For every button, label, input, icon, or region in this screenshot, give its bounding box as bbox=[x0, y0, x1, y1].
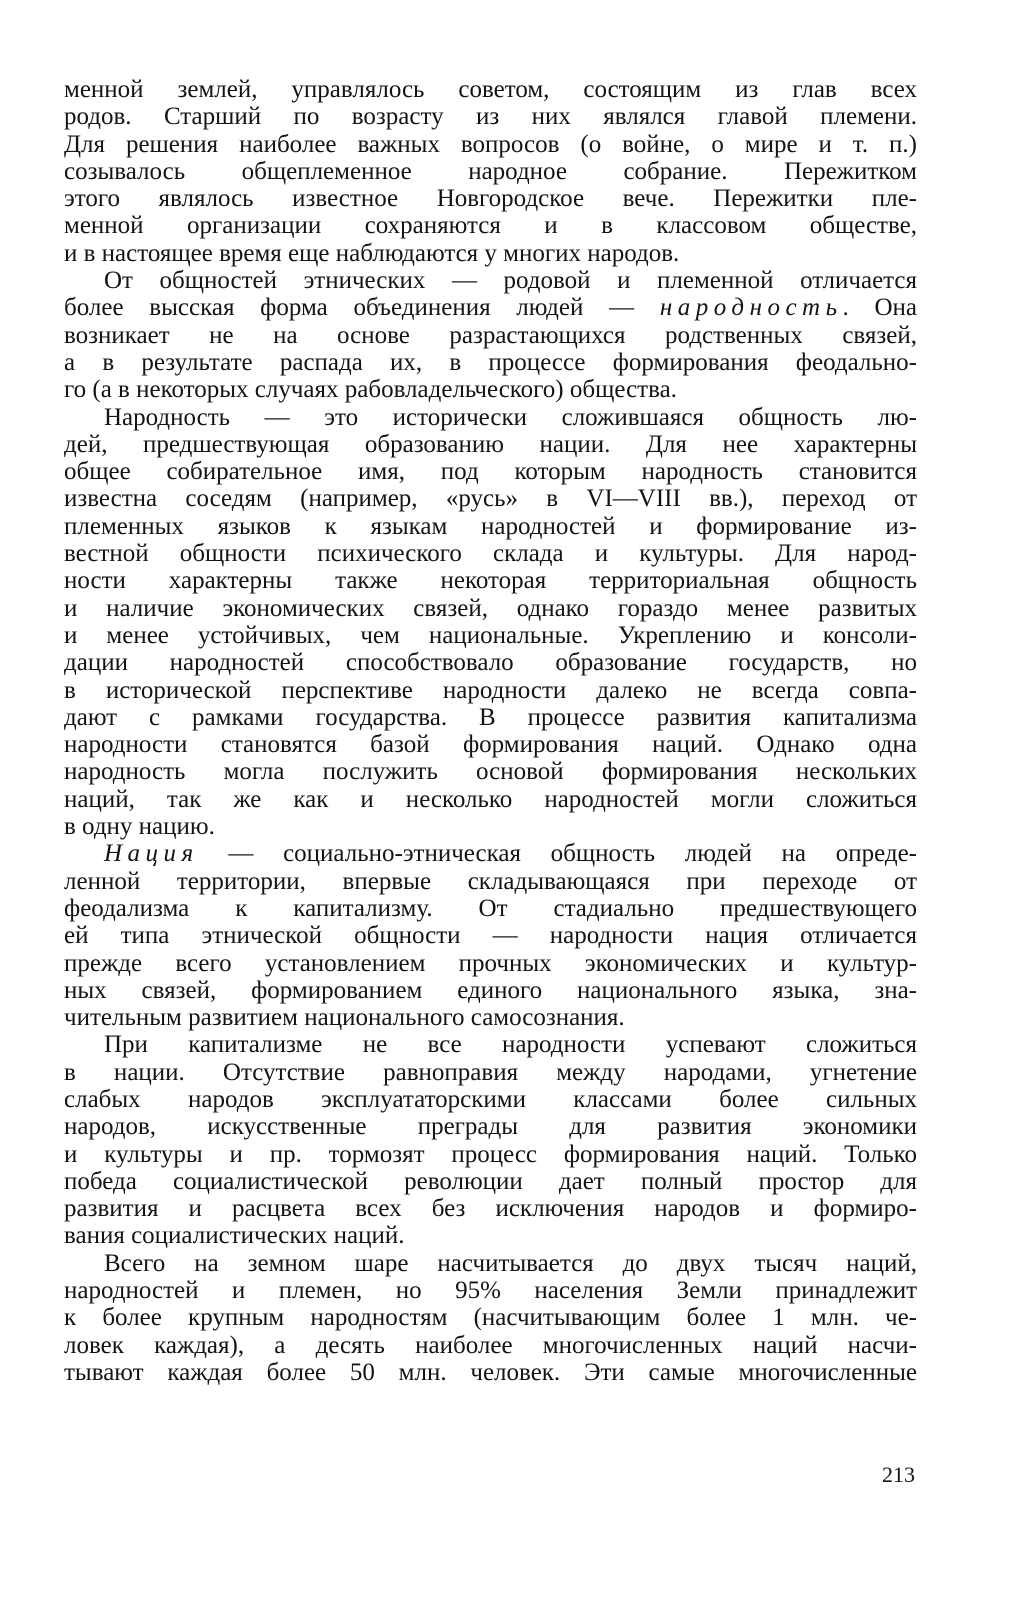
text-line: к более крупным народностям (насчитывающим более 1 млн. че- bbox=[64, 1304, 917, 1332]
text-line: ленной территории, впервые складывающаяся при переходе от bbox=[64, 867, 917, 895]
text-line: вания социалистических наций. bbox=[64, 1222, 405, 1250]
text-line: в нации. Отсутствие равноправия между народами, угнетение bbox=[64, 1058, 917, 1086]
paragraph-natsiya-definition bbox=[64, 840, 917, 1031]
text-line: Для решения наиболее важных вопросов (о войне, о мире и т. п.) bbox=[64, 130, 917, 158]
book-page-text bbox=[64, 76, 917, 1386]
text-line: Народность — это исторически сложившаяся общность лю- bbox=[104, 403, 917, 431]
text-line: и менее устойчивых, чем национальные. Укреплению и консоли- bbox=[64, 621, 917, 649]
text-line: этого являлось известное Новгородское вече. Пережитки пле- bbox=[64, 185, 917, 213]
text-line: а в результате распада их, в процессе формирования феодально- bbox=[64, 348, 917, 376]
text-line: созывалось общеплеменное народное собрание. Пережитком bbox=[64, 157, 917, 185]
paragraph-world-nations bbox=[64, 1250, 917, 1386]
text-line: ных связей, формированием единого национального языка, зна- bbox=[64, 976, 917, 1004]
text-line: и наличие экономических связей, однако гораздо менее развитых bbox=[64, 594, 917, 622]
text-line: При капитализме не все народности успевают сложиться bbox=[104, 1031, 917, 1059]
page-number: 213 bbox=[882, 1462, 915, 1487]
text-line: развития и расцвета всех без исключения народов и формиро- bbox=[64, 1195, 917, 1223]
text-line: победа социалистической революции дает полный простор для bbox=[64, 1167, 917, 1195]
emphasized-term: Нация bbox=[104, 840, 199, 868]
text-line: Нация — социально-этническая общность людей на опреде- bbox=[104, 840, 917, 868]
text-line: феодализма к капитализму. От стадиально предшествующего bbox=[64, 894, 917, 922]
text-line: и культуры и пр. тормозят процесс формирования наций. Только bbox=[64, 1140, 917, 1168]
text-line: наций, так же как и несколько народностей могли сложиться bbox=[64, 785, 917, 813]
paragraph-narodnost-intro bbox=[64, 267, 917, 403]
paragraph-tribal-council bbox=[64, 76, 917, 267]
text-line: дации народностей способствовало образование государств, но bbox=[64, 649, 917, 677]
text-line: более высская форма объединения людей — народность. Она bbox=[64, 294, 918, 322]
emphasized-term: народность bbox=[659, 294, 843, 322]
text-line: дей, предшествующая образованию нации. Для нее характерны bbox=[64, 430, 917, 458]
text-line: вестной общности психического склада и культуры. Для народ- bbox=[64, 540, 917, 568]
text-line: слабых народов эксплуататорскими классами более сильных bbox=[64, 1085, 917, 1113]
text-line: ности характерны также некоторая территориальная общность bbox=[64, 567, 917, 595]
text-line: ловек каждая), а десять наиболее многочисленных наций насчи- bbox=[64, 1331, 917, 1359]
text-line: ей типа этнической общности — народности нация отличается bbox=[64, 922, 917, 950]
text-line: общее собирательное имя, под которым народность становится bbox=[64, 458, 917, 486]
text-line: чительным развитием национального самосознания. bbox=[64, 1004, 625, 1032]
text-line: дают с рамками государства. В процессе развития капитализма bbox=[64, 703, 917, 731]
text-line: менной организации сохраняются и в классовом обществе, bbox=[64, 212, 917, 240]
text-line: родов. Старший по возрасту из них являлся главой племени. bbox=[64, 103, 917, 131]
text-line: тывают каждая более 50 млн. человек. Эти самые многочисленные bbox=[64, 1358, 917, 1386]
text-line: известна соседям (например, «русь» в VI—VIII вв.), переход от bbox=[64, 485, 917, 513]
text-line: в одну нацию. bbox=[64, 813, 215, 841]
paragraph-capitalism bbox=[64, 1031, 917, 1249]
text-line: менной землей, управлялось советом, состоящим из глав всех bbox=[64, 76, 917, 103]
text-line: прежде всего установлением прочных экономических и культур- bbox=[64, 949, 917, 977]
text-line: и в настоящее время еще наблюдаются у многих народов. bbox=[64, 239, 680, 267]
text-line: племенных языков к языкам народностей и формирование из- bbox=[64, 512, 917, 540]
text-line: От общностей этнических — родовой и племенной отличается bbox=[104, 267, 917, 295]
text-line: народностей и племен, но 95% населения Земли принадлежит bbox=[64, 1277, 917, 1305]
text-line: го (а в некоторых случаях рабовладельческого) общества. bbox=[64, 376, 677, 404]
paragraph-narodnost-definition bbox=[64, 404, 917, 841]
text-line: в исторической перспективе народности далеко не всегда совпа- bbox=[64, 676, 917, 704]
text-line: Всего на земном шаре насчитывается до двух тысяч наций, bbox=[104, 1249, 917, 1277]
text-line: народности становятся базой формирования наций. Однако одна bbox=[64, 731, 917, 759]
text-line: возникает не на основе разрастающихся родственных связей, bbox=[64, 321, 917, 349]
text-line: народов, искусственные преграды для развития экономики bbox=[64, 1113, 917, 1141]
text-line: народность могла послужить основой формирования нескольких bbox=[64, 758, 917, 786]
